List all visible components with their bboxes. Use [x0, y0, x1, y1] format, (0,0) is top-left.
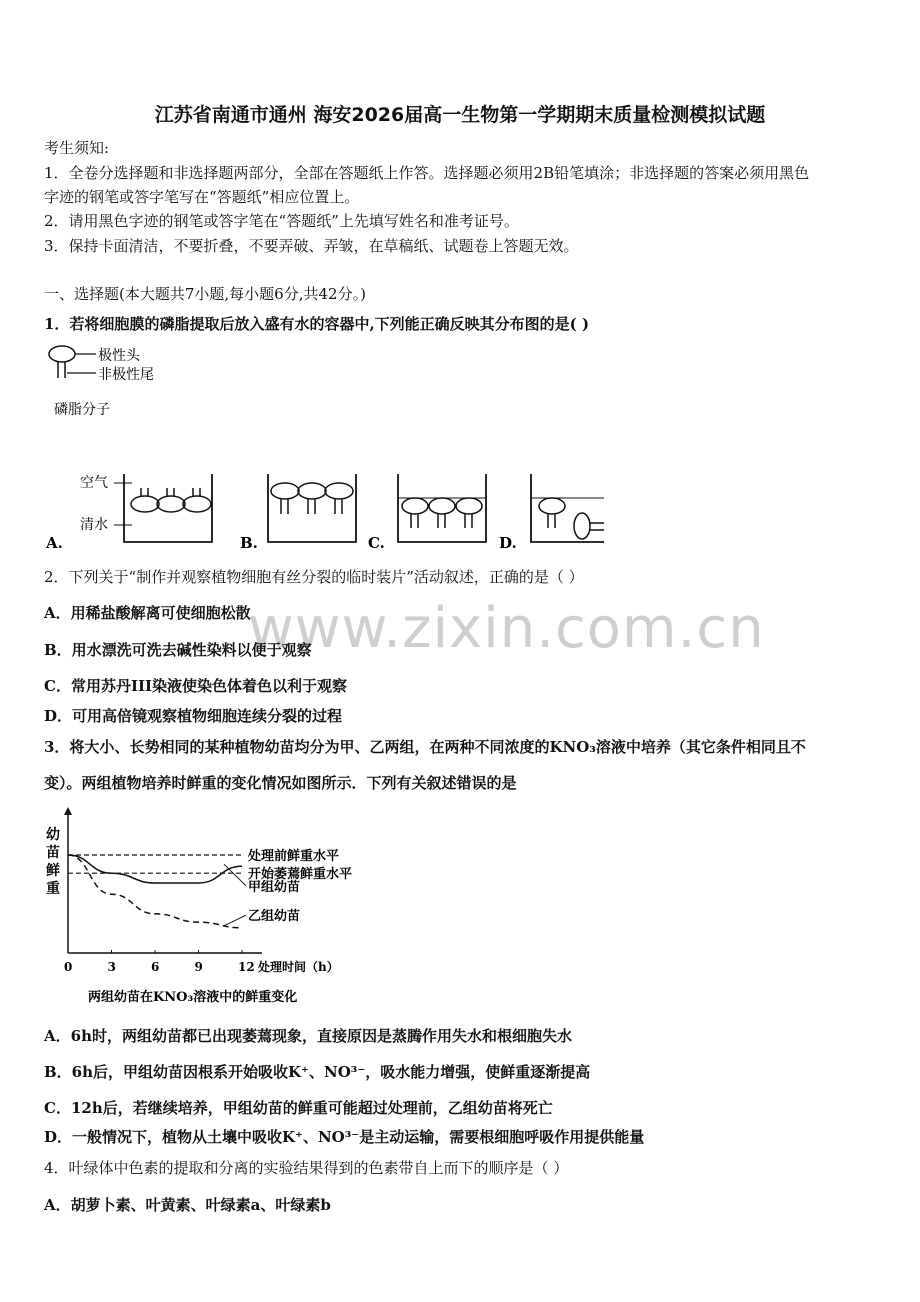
beaker-a — [124, 474, 212, 542]
y-axis-label: 幼 — [46, 827, 60, 843]
series-label: 乙组幼苗 — [248, 909, 301, 925]
y-axis-label: 鲜 — [46, 863, 60, 879]
watermark: www.zixin.com.cn — [248, 596, 765, 661]
beaker-d — [531, 474, 604, 542]
series-line-2 — [68, 855, 242, 928]
y-axis-label: 苗 — [46, 845, 60, 861]
label-air: 空气 — [80, 475, 108, 491]
legend-head-label: 极性头 — [98, 348, 140, 364]
chart-title: 两组幼苗在KNO₃溶液中的鲜重变化 — [88, 990, 298, 1005]
option-b-label: B. — [240, 534, 258, 552]
question-4-stem: 4．叶绿体中色素的提取和分离的实验结果得到的色素带自上而下的顺序是（ ） — [44, 1159, 569, 1177]
series-leader — [224, 915, 246, 926]
question-2-stem: 2．下列关于“制作并观察植物细胞有丝分裂的临时装片”活动叙述，正确的是（ ） — [44, 568, 584, 586]
notice-heading: 考生须知: — [44, 139, 110, 157]
x-tick-label: 9 — [194, 960, 203, 974]
polar-head-icon — [49, 346, 75, 362]
question-3-option: C．12h后，若继续培养，甲组幼苗的鲜重可能超过处理前，乙组幼苗将死亡 — [44, 1099, 553, 1117]
fresh-weight-chart — [40, 805, 400, 1010]
beaker-c — [398, 474, 486, 542]
reference-line-label: 开始萎蔫鲜重水平 — [248, 867, 353, 883]
question-2-option: D．可用高倍镜观察植物细胞连续分裂的过程 — [44, 707, 343, 725]
x-tick-label: 0 — [64, 960, 73, 974]
option-a-label: A. — [46, 534, 63, 552]
legend-tail-label: 非极性尾 — [98, 367, 154, 383]
question-2-option: B．用水漂洗可洗去碱性染料以便于观察 — [44, 641, 312, 659]
notice-item: 1．全卷分选择题和非选择题两部分，全部在答题纸上作答。选择题必须用2B铅笔填涂；非选择题的答案必须用黑色 — [44, 164, 810, 182]
page-title: 江苏省南通市通州 海安2026届高一生物第一学期期末质量检测模拟试题 — [154, 104, 766, 126]
question-2-option: A．用稀盐酸解离可使细胞松散 — [44, 604, 251, 622]
x-tick-label: 6 — [151, 960, 160, 974]
x-tick-label: 12 — [238, 960, 255, 974]
reference-line-label: 处理前鲜重水平 — [248, 849, 340, 864]
question-3-option: A．6h时，两组幼苗都已出现萎蔫现象，直接原因是蒸腾作用失水和根细胞失水 — [44, 1027, 572, 1045]
notice-item: 3．保持卡面清洁，不要折叠，不要弄破、弄皱，在草稿纸、试题卷上答题无效。 — [44, 237, 579, 255]
option-d-label: D. — [499, 534, 517, 552]
notice-item: 字迹的钢笔或答字笔写在“答题纸”相应位置上。 — [44, 188, 360, 206]
question-3-option: D．一般情况下，植物从土壤中吸收K⁺、NO³⁻是主动运输，需要根细胞呼吸作用提供能量 — [44, 1128, 645, 1146]
question-2-option: C．常用苏丹III染液使染色体着色以利于观察 — [44, 677, 347, 695]
question-3-option: B．6h后，甲组幼苗因根系开始吸收K⁺、NO³⁻，吸水能力增强，使鲜重逐渐提高 — [44, 1063, 591, 1081]
series-label: 甲组幼苗 — [248, 879, 301, 895]
legend-caption: 磷脂分子 — [54, 402, 110, 418]
q1-options-figure — [44, 470, 604, 554]
question-4-option: A．胡萝卜素、叶黄素、叶绿素a、叶绿素b — [44, 1196, 331, 1214]
beaker-b — [268, 474, 356, 542]
x-axis-label: 处理时间（h） — [258, 960, 339, 974]
series-line-1 — [68, 855, 242, 883]
question-3-stem-cont: 变）。两组植物培养时鲜重的变化情况如图所示．下列有关叙述错误的是 — [44, 774, 517, 792]
question-3-stem: 3．将大小、长势相同的某种植物幼苗均分为甲、乙两组，在两种不同浓度的KNO₃溶液中培养（其它条件相同且不 — [44, 738, 806, 756]
label-water: 清水 — [80, 517, 108, 533]
notice-item: 2．请用黑色字迹的钢笔或答字笔在“答题纸”上先填写姓名和准考证号。 — [44, 212, 519, 230]
y-axis-label: 重 — [46, 881, 60, 897]
x-tick-label: 3 — [107, 960, 116, 974]
y-axis-arrow — [64, 807, 72, 815]
phospholipid-legend — [44, 342, 184, 422]
question-1-stem: 1．若将细胞膜的磷脂提取后放入盛有水的容器中,下列能正确反映其分布图的是( ) — [44, 315, 590, 333]
option-c-label: C. — [368, 534, 385, 552]
section-heading: 一、选择题(本大题共7小题,每小题6分,共42分。) — [44, 285, 366, 303]
